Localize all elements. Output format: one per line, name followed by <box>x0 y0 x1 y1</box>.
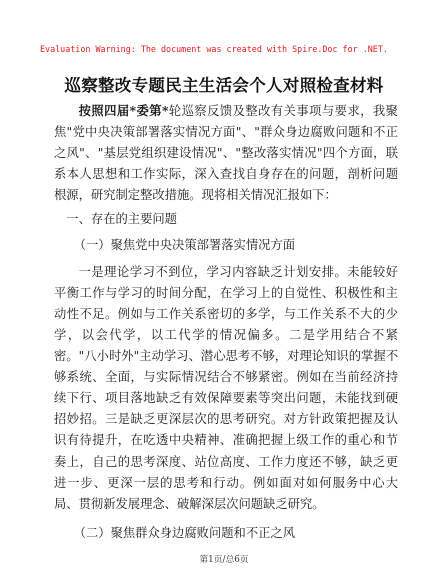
subsection-heading-2: （二）聚焦群众身边腐败问题和不正之风 <box>73 525 296 540</box>
body-paragraph-1: 一是理论学习不到位，学习内容缺乏计划安排。未能较好平衡工作与学习的时间分配，在学习上的自觉性、积极性和主动性不足。例如与工作关系密切的多学，与工作关系不大的少学，以会代学，以工代学的情况偏多。二是学用结合不紧密。"八小时外"主动学习、潜心思考不够，对理论知识的掌握不够系统、全面，与实际情况结合不够紧密。例如在当前经济持续下行、项目落地缺乏有效保障要素等突出问题，未能找到硬招妙招。三是缺乏更深层次的思考研究。对方针政策把握及认识有待提升，在吃透中央精神、准确把握上级工作的重心和节奏上，自己的思考深度、站位高度、工作力度还不够，缺乏更进一步、更深一层的思考和行动。例如面对如何服务中心大局、贯彻新发展理念、破解深层次问题缺乏研究。 <box>54 264 398 511</box>
document-body <box>54 100 398 544</box>
evaluation-warning: Evaluation Warning: The document was created with Spire.Doc for .NET. <box>40 44 388 54</box>
intro-paragraph <box>54 100 398 206</box>
section-heading-1: 一、存在的主要问题 <box>66 212 177 227</box>
document-title: 巡察整改专题民主生活会个人对照检查材料 <box>64 76 384 95</box>
intro-bold-text: 按照四届*委第* <box>78 103 169 118</box>
page-footer: 第1页/总6页 <box>199 555 249 565</box>
intro-text: 轮巡察反馈及整改有关事项与要求，我聚焦"党中央决策部署落实情况方面"、"群众身边腐败问题和不正之风"、"基层党组织建设情况"、"整改落实情况"四个方面，联系本人思想和工作实际，深入查找自身存在的问题，剖析问题根源，研究制定整改措施。现将相关情况汇报如下： <box>54 104 398 203</box>
subsection-heading-1: （一）聚焦党中央决策部署落实情况方面 <box>73 237 296 252</box>
